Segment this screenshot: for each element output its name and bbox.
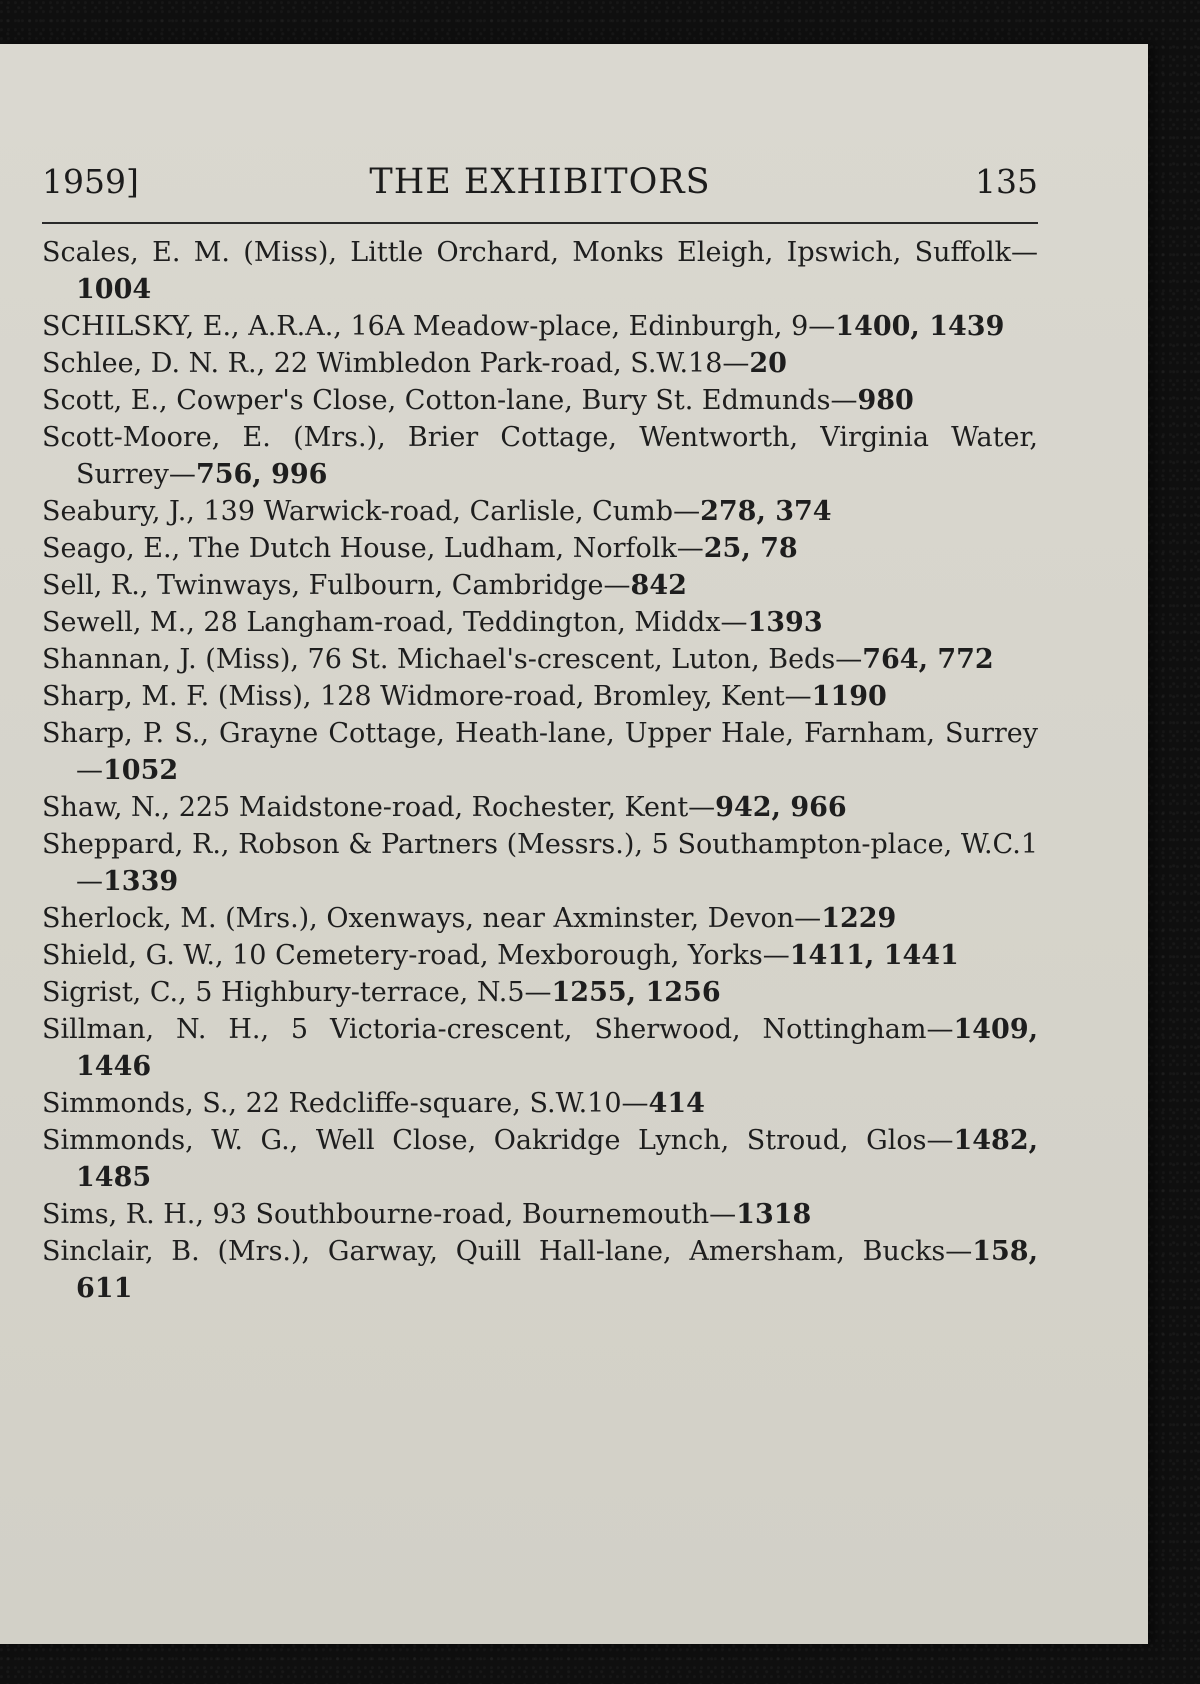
exhibitor-entry (42, 900, 1038, 937)
exhibitor-entry (42, 345, 1038, 382)
entry-text: Seago, E., The Dutch House, Ludham, Norfolk— (42, 533, 704, 564)
exhibitor-entry (42, 1085, 1038, 1122)
catalogue-numbers: 842 (630, 570, 687, 601)
catalogue-numbers: 1255, 1256 (551, 977, 721, 1008)
header-rule (42, 222, 1038, 224)
entry-text: Shannan, J. (Miss), 76 St. Michael's-crescent, Luton, Beds— (42, 644, 863, 675)
catalogue-numbers: 414 (648, 1088, 705, 1119)
exhibitor-list (42, 234, 1038, 1307)
exhibitor-entry (42, 604, 1038, 641)
entry-text: Sillman, N. H., 5 Victoria-crescent, Sherwood, Nottingham— (42, 1014, 954, 1045)
catalogue-numbers: 1052 (103, 755, 179, 786)
exhibitor-entry (42, 493, 1038, 530)
exhibitor-entry (42, 1122, 1038, 1196)
entry-text: Sherlock, M. (Mrs.), Oxenways, near Axminster, Devon— (42, 903, 822, 934)
running-header (42, 162, 1038, 206)
entry-text: Shield, G. W., 10 Cemetery-road, Mexborough, Yorks— (42, 940, 790, 971)
catalogue-numbers: 1339 (103, 866, 179, 897)
exhibitor-entry (42, 419, 1038, 493)
entry-text: Simmonds, S., 22 Redcliffe-square, S.W.10— (42, 1088, 649, 1119)
header-year: 1959] (42, 162, 139, 201)
page-title: THE EXHIBITORS (369, 162, 711, 202)
entry-text: Scott, E., Cowper's Close, Cotton-lane, Bury St. Edmunds— (42, 385, 858, 416)
catalogue-numbers: 764, 772 (862, 644, 994, 675)
exhibitor-entry (42, 567, 1038, 604)
exhibitor-entry (42, 789, 1038, 826)
entry-text: Simmonds, W. G., Well Close, Oakridge Lynch, Stroud, Glos— (42, 1125, 954, 1156)
exhibitor-entry (42, 530, 1038, 567)
entry-text: Sims, R. H., 93 Southbourne-road, Bournemouth— (42, 1199, 737, 1230)
catalogue-numbers: 1190 (811, 681, 887, 712)
entry-text: Scott-Moore, E. (Mrs.), Brier Cottage, Wentworth, Virginia Water, Surrey— (42, 422, 1038, 490)
exhibitor-entry (42, 1196, 1038, 1233)
book-page (0, 44, 1148, 1644)
exhibitor-entry (42, 826, 1038, 900)
catalogue-numbers: 1482, 1485 (76, 1125, 1038, 1193)
catalogue-numbers: 278, 374 (700, 496, 832, 527)
entry-text: SCHILSKY, E., A.R.A., 16A Meadow-place, Edinburgh, 9— (42, 311, 836, 342)
entry-text: Sell, R., Twinways, Fulbourn, Cambridge— (42, 570, 631, 601)
catalogue-numbers: 25, 78 (703, 533, 798, 564)
catalogue-numbers: 1004 (76, 274, 152, 305)
entry-text: Sheppard, R., Robson & Partners (Messrs.), 5 Southampton-place, W.C.1— (42, 829, 1038, 897)
catalogue-numbers: 1400, 1439 (835, 311, 1005, 342)
catalogue-numbers: 158, 611 (76, 1236, 1038, 1304)
exhibitor-entry (42, 1011, 1038, 1085)
catalogue-numbers: 1409, 1446 (76, 1014, 1038, 1082)
page-number: 135 (975, 162, 1038, 201)
exhibitor-entry (42, 382, 1038, 419)
entry-text: Sharp, P. S., Grayne Cottage, Heath-lane, Upper Hale, Farnham, Surrey— (42, 718, 1038, 786)
catalogue-numbers: 1318 (736, 1199, 812, 1230)
exhibitor-entry (42, 1233, 1038, 1307)
entry-text: Schlee, D. N. R., 22 Wimbledon Park-road, S.W.18— (42, 348, 750, 379)
catalogue-numbers: 1411, 1441 (789, 940, 959, 971)
catalogue-numbers: 942, 966 (715, 792, 847, 823)
exhibitor-entry (42, 937, 1038, 974)
entry-text: Shaw, N., 225 Maidstone-road, Rochester, Kent— (42, 792, 716, 823)
catalogue-numbers: 1229 (821, 903, 897, 934)
exhibitor-entry (42, 974, 1038, 1011)
catalogue-numbers: 20 (749, 348, 787, 379)
entry-text: Scales, E. M. (Miss), Little Orchard, Monks Eleigh, Ipswich, Suffolk— (42, 237, 1038, 268)
exhibitor-entry (42, 234, 1038, 308)
catalogue-numbers: 756, 996 (195, 459, 328, 490)
exhibitor-entry (42, 678, 1038, 715)
entry-text: Seabury, J., 139 Warwick-road, Carlisle, Cumb— (42, 496, 701, 527)
exhibitor-entry (42, 641, 1038, 678)
catalogue-numbers: 980 (857, 385, 914, 416)
catalogue-numbers: 1393 (747, 607, 823, 638)
entry-text: Sigrist, C., 5 Highbury-terrace, N.5— (42, 977, 552, 1008)
entry-text: Sharp, M. F. (Miss), 128 Widmore-road, Bromley, Kent— (42, 681, 812, 712)
entry-text: Sewell, M., 28 Langham-road, Teddington, Middx— (42, 607, 748, 638)
exhibitor-entry (42, 308, 1038, 345)
exhibitor-entry (42, 715, 1038, 789)
entry-text: Sinclair, B. (Mrs.), Garway, Quill Hall-lane, Amersham, Bucks— (42, 1236, 973, 1267)
